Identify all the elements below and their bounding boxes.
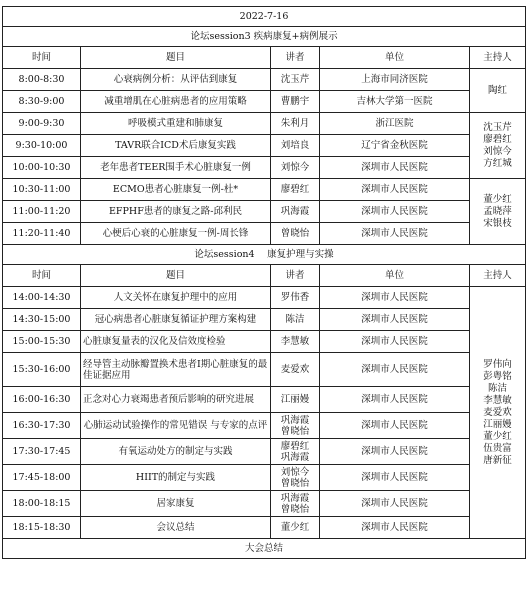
topic-cell: 正念对心力衰竭患者预后影响的研究进展 — [81, 387, 271, 413]
time-cell: 16:30-17:30 — [3, 413, 81, 439]
header-unit: 单位 — [320, 265, 470, 287]
time-cell: 14:30-15:00 — [3, 309, 81, 331]
unit-cell: 深圳市人民医院 — [320, 517, 470, 539]
session3-title-row — [3, 27, 526, 47]
speaker-cell: 江丽嫚 — [271, 387, 320, 413]
speaker-cell: 巩海霞 — [271, 201, 320, 223]
topic-cell: 老年患者TEER围手术心脏康复一例 — [81, 157, 271, 179]
topic-cell: 会议总结 — [81, 517, 271, 539]
time-cell: 16:00-16:30 — [3, 387, 81, 413]
time-cell: 15:30-16:00 — [3, 353, 81, 387]
time-cell: 10:30-11:00 — [3, 179, 81, 201]
unit-cell: 深圳市人民医院 — [320, 331, 470, 353]
speaker-name: 巩海霞 — [280, 414, 310, 426]
chair-name: 江丽嫚 — [483, 418, 512, 430]
topic-cell: TAVR联合ICD术后康复实践 — [81, 135, 271, 157]
topic-cell: 有氧运动处方的制定与实践 — [81, 439, 271, 465]
topic-cell: 经导管主动脉瓣置换术患者Ⅰ期心脏康复的最佳证据应用 — [81, 353, 271, 387]
topic-cell: 心梗后心衰的心脏康复一例-周长锋 — [81, 223, 271, 245]
date-cell: 2022-7-16 — [3, 7, 526, 27]
unit-cell: 上海市同济医院 — [320, 69, 470, 91]
chair-name: 董少红 — [483, 193, 512, 205]
time-cell: 17:30-17:45 — [3, 439, 81, 465]
table-row — [3, 387, 526, 413]
speaker-cell: 陈洁 — [271, 309, 320, 331]
speaker-cell — [271, 413, 320, 439]
table-row — [3, 157, 526, 179]
time-cell: 9:00-9:30 — [3, 113, 81, 135]
speaker-name: 曾晓怡 — [280, 477, 310, 489]
chair-cell — [470, 113, 526, 179]
footer-cell: 大会总结 — [3, 539, 526, 559]
chair-name: 孟晓萍 — [483, 205, 512, 217]
speaker-name: 刘惊今 — [280, 466, 310, 478]
speaker-cell: 麦爱欢 — [271, 353, 320, 387]
topic-cell: 减重增肌在心脏病患者的应用策略 — [81, 91, 271, 113]
session3-title: 论坛session3 疾病康复+病例展示 — [3, 27, 526, 47]
topic-cell: 呼吸模式重建和肺康复 — [81, 113, 271, 135]
unit-cell: 深圳市人民医院 — [320, 201, 470, 223]
unit-cell: 辽宁省金秋医院 — [320, 135, 470, 157]
schedule-sheet — [2, 6, 525, 559]
header-time: 时间 — [3, 47, 81, 69]
session3-header-row — [3, 47, 526, 69]
chair-name: 李慧敏 — [483, 394, 512, 406]
unit-cell: 深圳市人民医院 — [320, 309, 470, 331]
table-row — [3, 309, 526, 331]
unit-cell: 深圳市人民医院 — [320, 353, 470, 387]
table-row — [3, 113, 526, 135]
speaker-name: 曾晓怡 — [280, 503, 310, 515]
unit-cell: 深圳市人民医院 — [320, 491, 470, 517]
header-chair: 主持人 — [470, 265, 526, 287]
table-row — [3, 179, 526, 201]
chair-name: 彭粤铭 — [483, 370, 512, 382]
time-cell: 11:20-11:40 — [3, 223, 81, 245]
speaker-cell: 董少红 — [271, 517, 320, 539]
header-topic: 题目 — [81, 265, 271, 287]
time-cell: 18:15-18:30 — [3, 517, 81, 539]
table-row — [3, 91, 526, 113]
unit-cell: 深圳市人民医院 — [320, 387, 470, 413]
chair-name: 麦爱欢 — [483, 406, 512, 418]
speaker-cell — [271, 491, 320, 517]
table-row — [3, 287, 526, 309]
header-unit: 单位 — [320, 47, 470, 69]
header-topic: 题目 — [81, 47, 271, 69]
session4-title: 论坛session4 康复护理与实操 — [3, 245, 526, 265]
unit-cell: 深圳市人民医院 — [320, 413, 470, 439]
table-row — [3, 491, 526, 517]
time-cell: 14:00-14:30 — [3, 287, 81, 309]
unit-cell: 深圳市人民医院 — [320, 179, 470, 201]
chair-name: 沈玉芹 — [483, 121, 512, 133]
session4-header-row — [3, 265, 526, 287]
chair-name: 陈洁 — [488, 382, 508, 394]
chair-name: 廖碧红 — [483, 133, 512, 145]
time-cell: 8:30-9:00 — [3, 91, 81, 113]
schedule-table — [2, 6, 526, 559]
chair-name: 伍贵富 — [483, 442, 512, 454]
topic-cell: 心衰病例分析：从评估到康复 — [81, 69, 271, 91]
topic-cell: ECMO患者心脏康复一例-杜* — [81, 179, 271, 201]
speaker-cell — [271, 439, 320, 465]
speaker-name: 巩海霞 — [280, 451, 310, 463]
unit-cell: 深圳市人民医院 — [320, 157, 470, 179]
time-cell: 10:00-10:30 — [3, 157, 81, 179]
chair-name: 宋银枝 — [483, 217, 512, 229]
chair-name: 唐新征 — [483, 454, 512, 466]
speaker-cell — [271, 465, 320, 491]
chair-cell — [470, 69, 526, 113]
topic-cell: 心脏康复量表的汉化及信效度检验 — [81, 331, 271, 353]
topic-cell: EFPHF患者的康复之路-邱利民 — [81, 201, 271, 223]
table-row — [3, 353, 526, 387]
speaker-cell: 曾晓怡 — [271, 223, 320, 245]
speaker-cell: 沈玉芹 — [271, 69, 320, 91]
chair-name: 罗伟向 — [483, 358, 512, 370]
time-cell: 18:00-18:15 — [3, 491, 81, 517]
chair-name: 陶红 — [488, 84, 508, 96]
time-cell: 11:00-11:20 — [3, 201, 81, 223]
header-time: 时间 — [3, 265, 81, 287]
topic-cell: 冠心病患者心脏康复循证护理方案构建 — [81, 309, 271, 331]
header-speaker: 讲者 — [271, 47, 320, 69]
speaker-cell: 曹鹏宇 — [271, 91, 320, 113]
speaker-name: 曾晓怡 — [280, 425, 310, 437]
chair-cell — [470, 287, 526, 539]
time-cell: 8:00-8:30 — [3, 69, 81, 91]
table-row — [3, 223, 526, 245]
unit-cell: 深圳市人民医院 — [320, 465, 470, 491]
date-row — [3, 7, 526, 27]
speaker-cell: 刘培良 — [271, 135, 320, 157]
time-cell: 15:00-15:30 — [3, 331, 81, 353]
table-row — [3, 439, 526, 465]
speaker-cell: 廖碧红 — [271, 179, 320, 201]
topic-cell: HIIT的制定与实践 — [81, 465, 271, 491]
header-speaker: 讲者 — [271, 265, 320, 287]
table-row — [3, 201, 526, 223]
speaker-cell: 李慧敏 — [271, 331, 320, 353]
unit-cell: 深圳市人民医院 — [320, 439, 470, 465]
table-row — [3, 331, 526, 353]
unit-cell: 深圳市人民医院 — [320, 223, 470, 245]
unit-cell: 吉林大学第一医院 — [320, 91, 470, 113]
unit-cell: 浙江医院 — [320, 113, 470, 135]
chair-name: 董少红 — [483, 430, 512, 442]
speaker-cell: 刘惊今 — [271, 157, 320, 179]
header-chair: 主持人 — [470, 47, 526, 69]
table-row — [3, 517, 526, 539]
topic-cell: 人文关怀在康复护理中的应用 — [81, 287, 271, 309]
session4-title-row — [3, 245, 526, 265]
speaker-name: 巩海霞 — [280, 492, 310, 504]
chair-name: 方红城 — [483, 157, 512, 169]
table-row — [3, 69, 526, 91]
time-cell: 9:30-10:00 — [3, 135, 81, 157]
speaker-cell: 罗伟香 — [271, 287, 320, 309]
table-row — [3, 413, 526, 439]
chair-name: 刘惊今 — [483, 145, 512, 157]
speaker-cell: 朱利月 — [271, 113, 320, 135]
footer-row — [3, 539, 526, 559]
table-row — [3, 465, 526, 491]
chair-cell — [470, 179, 526, 245]
unit-cell: 深圳市人民医院 — [320, 287, 470, 309]
topic-cell: 居家康复 — [81, 491, 271, 517]
time-cell: 17:45-18:00 — [3, 465, 81, 491]
table-row — [3, 135, 526, 157]
speaker-name: 廖碧红 — [280, 440, 310, 452]
topic-cell: 心肺运动试验操作的常见错误 与专家的点评 — [81, 413, 271, 439]
